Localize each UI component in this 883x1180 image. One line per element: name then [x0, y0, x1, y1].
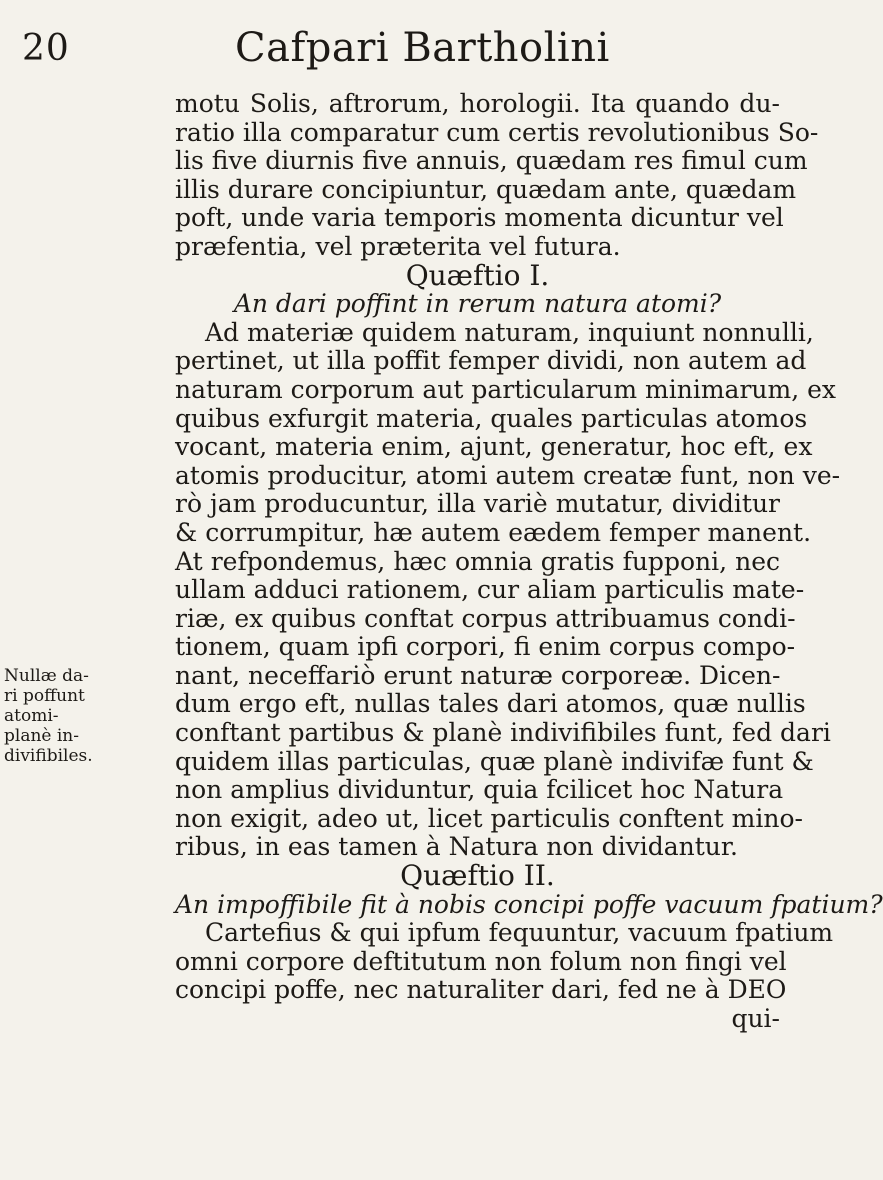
question-heading-2: Quæftio II. — [400, 859, 555, 893]
text-line: ribus, in eas tamen à Natura non dividantur. — [175, 832, 739, 862]
text-line: quibus exfurgit materia, quales particulas atomos — [175, 403, 808, 433]
text-line: illis durare concipiuntur, quædam ante, quædam — [175, 174, 797, 204]
margin-note-line: divifibiles. — [4, 746, 93, 766]
margin-note — [4, 666, 114, 766]
text-line: concipi poffe, nec naturaliter dari, fed ne à DEO — [175, 975, 787, 1005]
text-line: nant, neceffariò erunt naturæ corporeæ. Dicen- — [175, 660, 781, 690]
text-line: pertinet, ut illa poffit femper dividi, non autem ad — [175, 346, 807, 376]
text-line: præfentia, vel præterita vel futura. — [175, 231, 621, 261]
text-line: conftant partibus & planè indivifibiles funt, fed dari — [175, 718, 831, 748]
text-line: tionem, quam ipfi corpori, fi enim corpus compo- — [175, 632, 796, 662]
text-line: vocant, materia enim, ajunt, generatur, hoc eft, ex — [175, 432, 813, 462]
page-number: 20 — [22, 28, 70, 69]
question-heading-1: Quæftio I. — [405, 258, 550, 292]
text-line: motu Solis, aftrorum, horologii. Ita quando du- — [175, 89, 780, 118]
text-line: Cartefius & qui ipfum fequuntur, vacuum fpatium — [205, 918, 834, 948]
text-line: ratio illa comparatur cum certis revolutionibus So- — [175, 117, 819, 147]
text-line: atomis producitur, atomi autem creatæ funt, non ve- — [175, 460, 841, 490]
text-line: naturam corporum aut particularum minimarum, ex — [175, 374, 836, 404]
margin-note-line: atomi- — [4, 706, 59, 726]
catchword: qui- — [731, 1004, 780, 1033]
text-line: riæ, ex quibus conftat corpus attribuamus condi- — [175, 603, 796, 633]
running-head: Cafpari Bartholini — [235, 25, 610, 71]
text-line: quidem illas particulas, quæ planè indivifæ funt & — [175, 746, 814, 776]
text-line: non amplius dividuntur, quia fcilicet hoc Natura — [175, 775, 784, 805]
text-line: omni corpore deftitutum non folum non fingi vel — [175, 946, 787, 976]
text-line: poft, unde varia temporis momenta dicuntur vel — [175, 203, 784, 233]
text-line: At refpondemus, hæc omnia gratis fupponi, nec — [175, 546, 780, 576]
margin-note-line: Nullæ da- — [4, 666, 89, 686]
margin-note-line: planè in- — [4, 726, 79, 746]
text-line: ullam adduci rationem, cur aliam particulis mate- — [175, 575, 805, 605]
main-text — [175, 89, 883, 1034]
text-line: rò jam producuntur, illa variè mutatur, dividitur — [175, 489, 780, 519]
question-title-2: An impoffibile fit à nobis concipi poffe vacuum fpatium? — [175, 889, 883, 919]
text-line: dum ergo eft, nullas tales dari atomos, quæ nullis — [175, 689, 806, 719]
question-title-1: An dari poffint in rerum natura atomi? — [233, 289, 722, 319]
text-line: Ad materiæ quidem naturam, inquiunt nonnulli, — [205, 317, 814, 347]
text-line: & corrumpitur, hæ autem eædem femper manent. — [175, 517, 812, 547]
text-line: non exigit, adeo ut, licet particulis conftent mino- — [175, 803, 803, 833]
text-line: lis five diurnis five annuis, quædam res fimul cum — [175, 146, 808, 176]
margin-note-line: ri poffunt — [4, 686, 85, 706]
